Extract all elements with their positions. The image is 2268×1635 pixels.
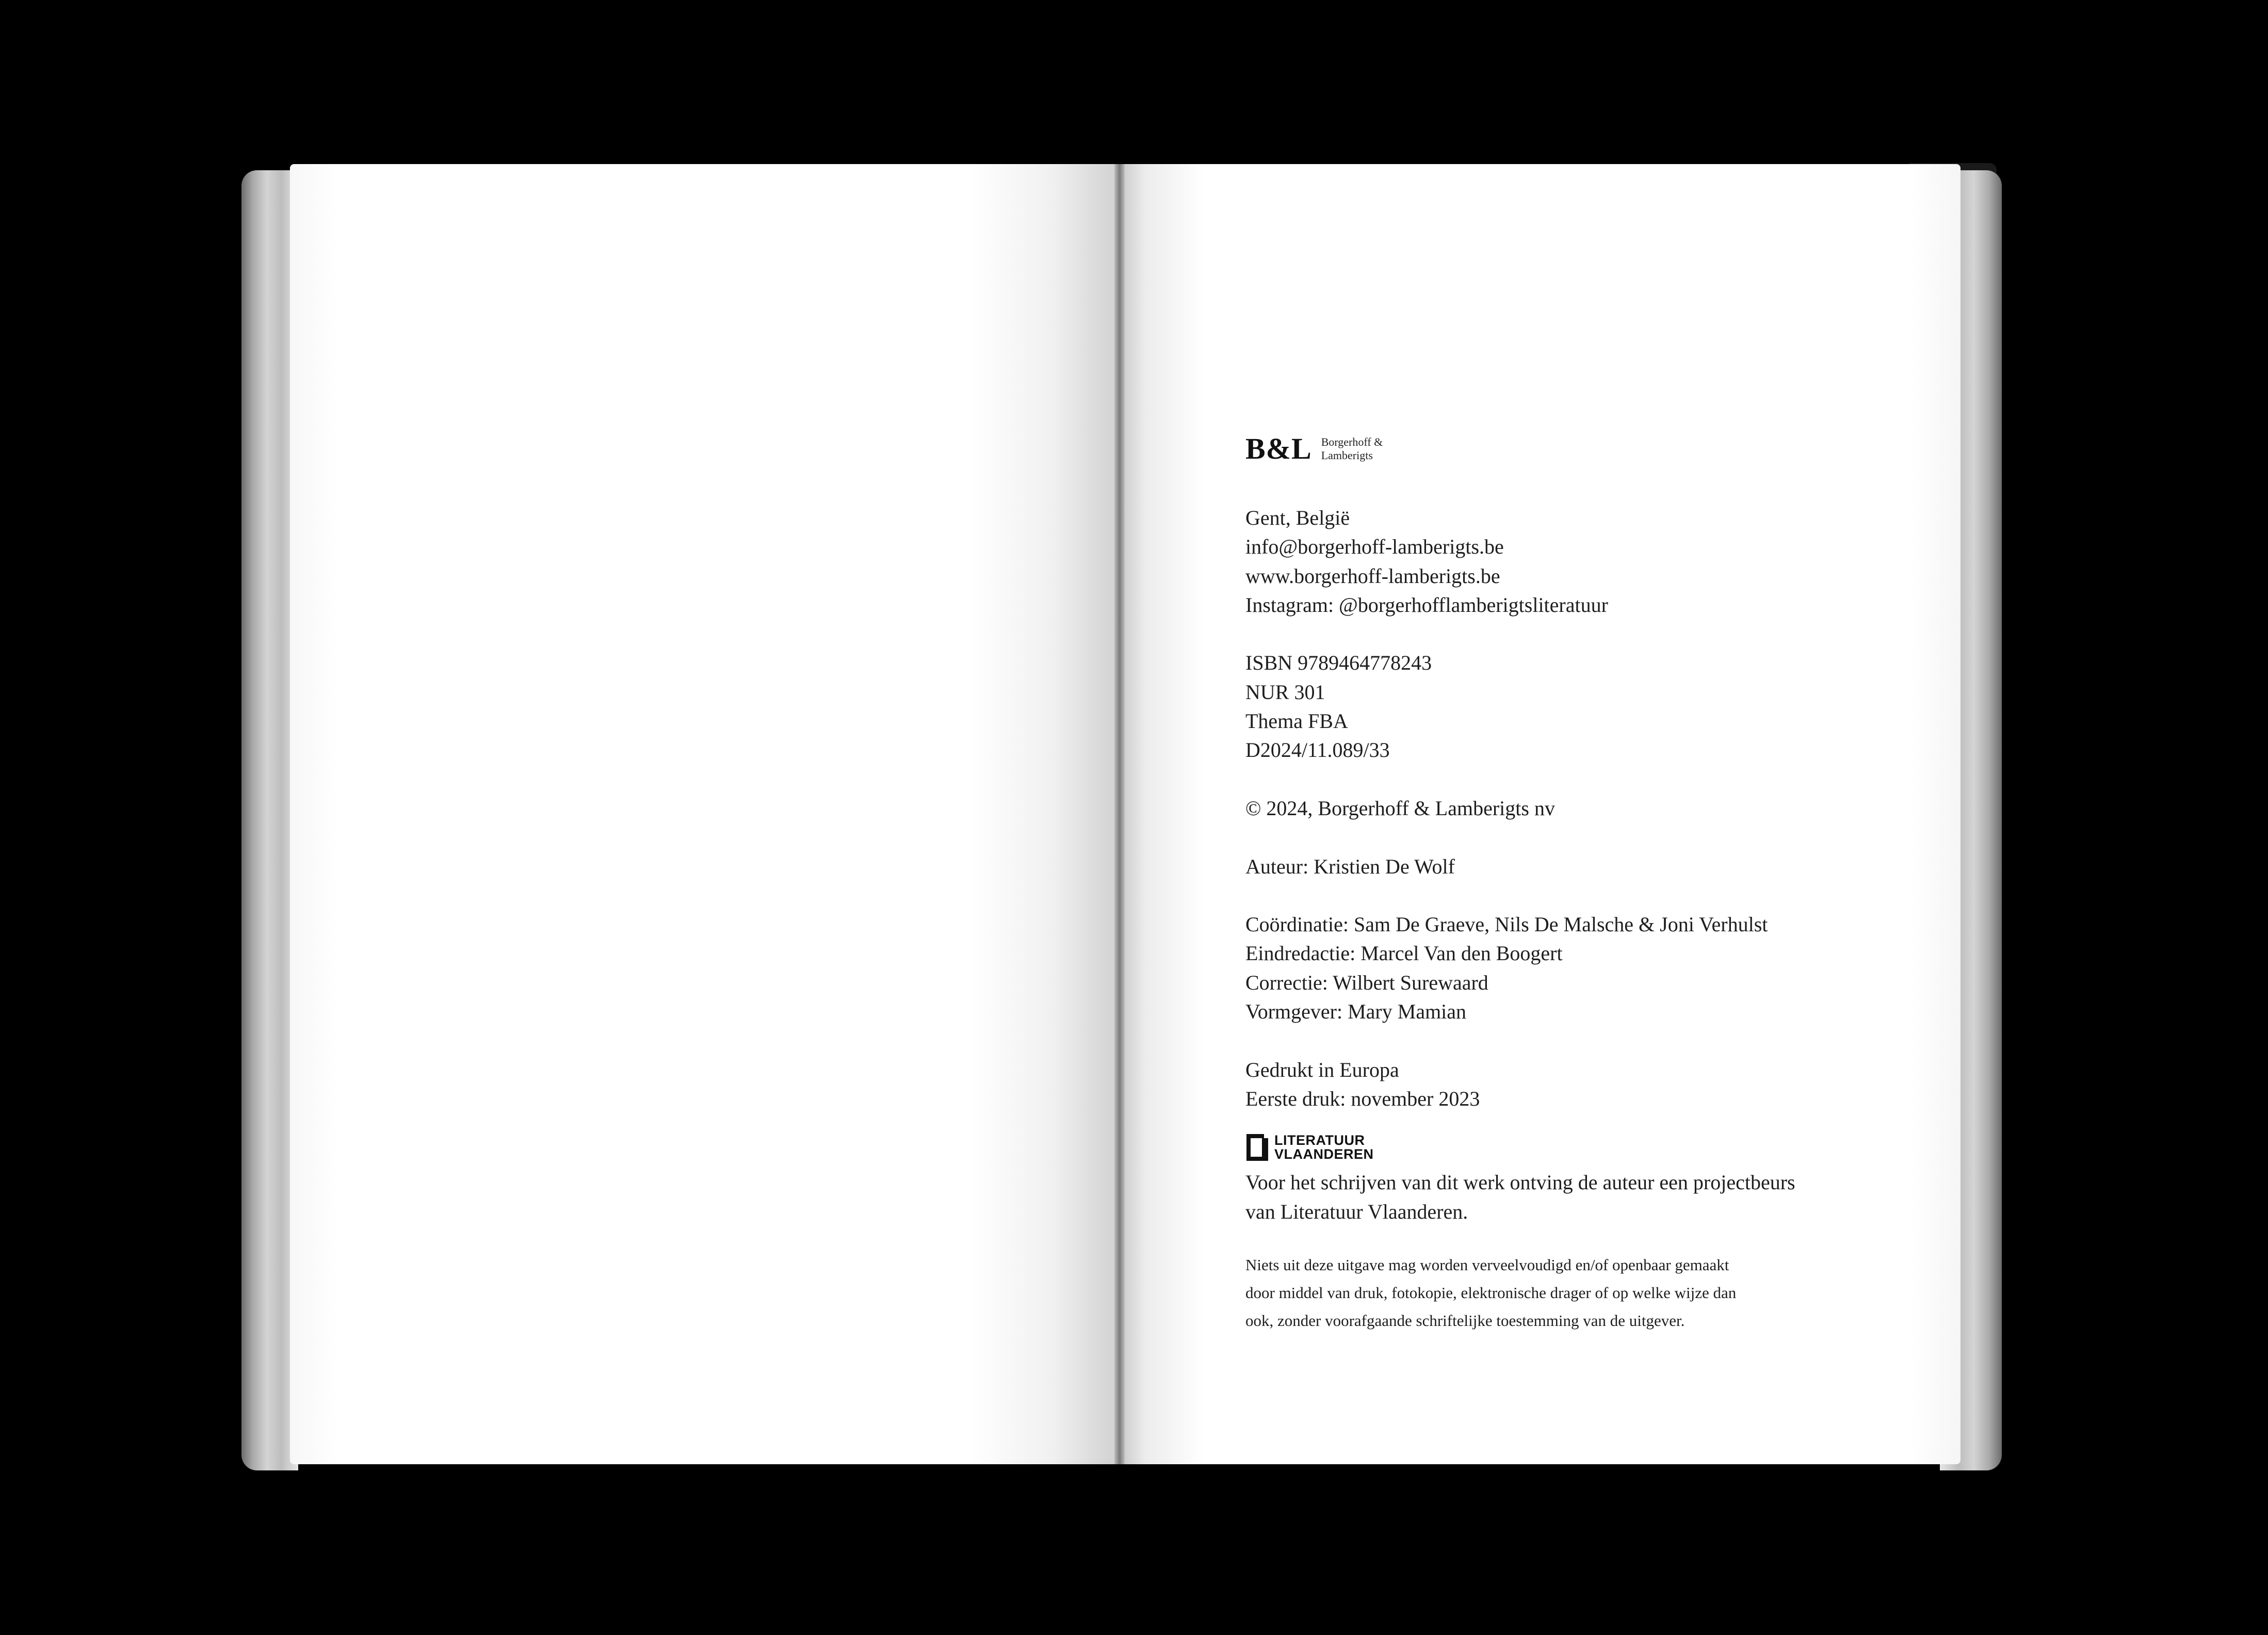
author-line: Auteur: Kristien De Wolf	[1245, 854, 1455, 878]
contact-location: Gent, België	[1245, 506, 1350, 529]
legal-notice-line3: ook, zonder voorafgaande schriftelijke toestemming van de uitgever.	[1245, 1311, 1685, 1330]
publisher-logo	[1245, 428, 1906, 470]
literatuur-vlaanderen-logo-icon	[1245, 1133, 1269, 1162]
colophon-text	[1245, 428, 1906, 1335]
funder-logo-line2: VLAANDEREN	[1274, 1146, 1374, 1162]
copyright-block	[1245, 794, 1906, 823]
publisher-logo-name-line1: Borgerhoff &	[1321, 435, 1383, 448]
grant-note-line1: Voor het schrijven van dit werk ontving de auteur een projectbeurs	[1245, 1171, 1795, 1194]
depot-number: D2024/11.089/33	[1245, 738, 1390, 762]
contact-email: info@borgerhoff-lamberigts.be	[1245, 535, 1504, 559]
funder-logo-line1: LITERATUUR	[1274, 1132, 1365, 1148]
copyright-line: © 2024, Borgerhoff & Lamberigts nv	[1245, 796, 1555, 820]
identifiers-block	[1245, 649, 1906, 765]
literatuur-vlaanderen-logo	[1245, 1132, 1906, 1163]
contact-instagram: Instagram: @borgerhofflamberigtsliteratuur	[1245, 593, 1608, 617]
credits-block	[1245, 910, 1906, 1026]
thema-code: Thema FBA	[1245, 709, 1348, 733]
grant-note	[1245, 1168, 1906, 1226]
publisher-logo-name	[1321, 435, 1383, 462]
legal-notice-line1: Niets uit deze uitgave mag worden verveelvoudigd en/of openbaar gemaakt	[1245, 1255, 1729, 1274]
grant-note-line2: van Literatuur Vlaanderen.	[1245, 1200, 1468, 1223]
credit-design: Vormgever: Mary Mamian	[1245, 1000, 1467, 1024]
legal-notice-line2: door middel van druk, fotokopie, elektronische drager of op welke wijze dan	[1245, 1283, 1737, 1302]
publisher-logo-name-line2: Lamberigts	[1321, 449, 1373, 462]
literatuur-vlaanderen-logo-text	[1274, 1134, 1374, 1161]
contact-block	[1245, 504, 1906, 620]
credit-coordination: Coördinatie: Sam De Graeve, Nils De Malsche & Joni Verhulst	[1245, 913, 1768, 936]
publisher-logo-mark: B&L	[1245, 431, 1312, 465]
first-edition: Eerste druk: november 2023	[1245, 1087, 1480, 1110]
contact-website: www.borgerhoff-lamberigts.be	[1245, 564, 1500, 588]
nur-code: NUR 301	[1245, 680, 1325, 704]
printing-block	[1245, 1056, 1906, 1114]
author-block	[1245, 852, 1906, 881]
blank-left-page	[290, 164, 1120, 1464]
isbn: ISBN 9789464778243	[1245, 651, 1432, 675]
credit-editing: Eindredactie: Marcel Van den Boogert	[1245, 942, 1563, 965]
legal-notice	[1245, 1251, 1906, 1335]
printed-in: Gedrukt in Europa	[1245, 1058, 1399, 1081]
book-gutter	[1114, 164, 1125, 1464]
credit-correction: Correctie: Wilbert Surewaard	[1245, 970, 1488, 994]
